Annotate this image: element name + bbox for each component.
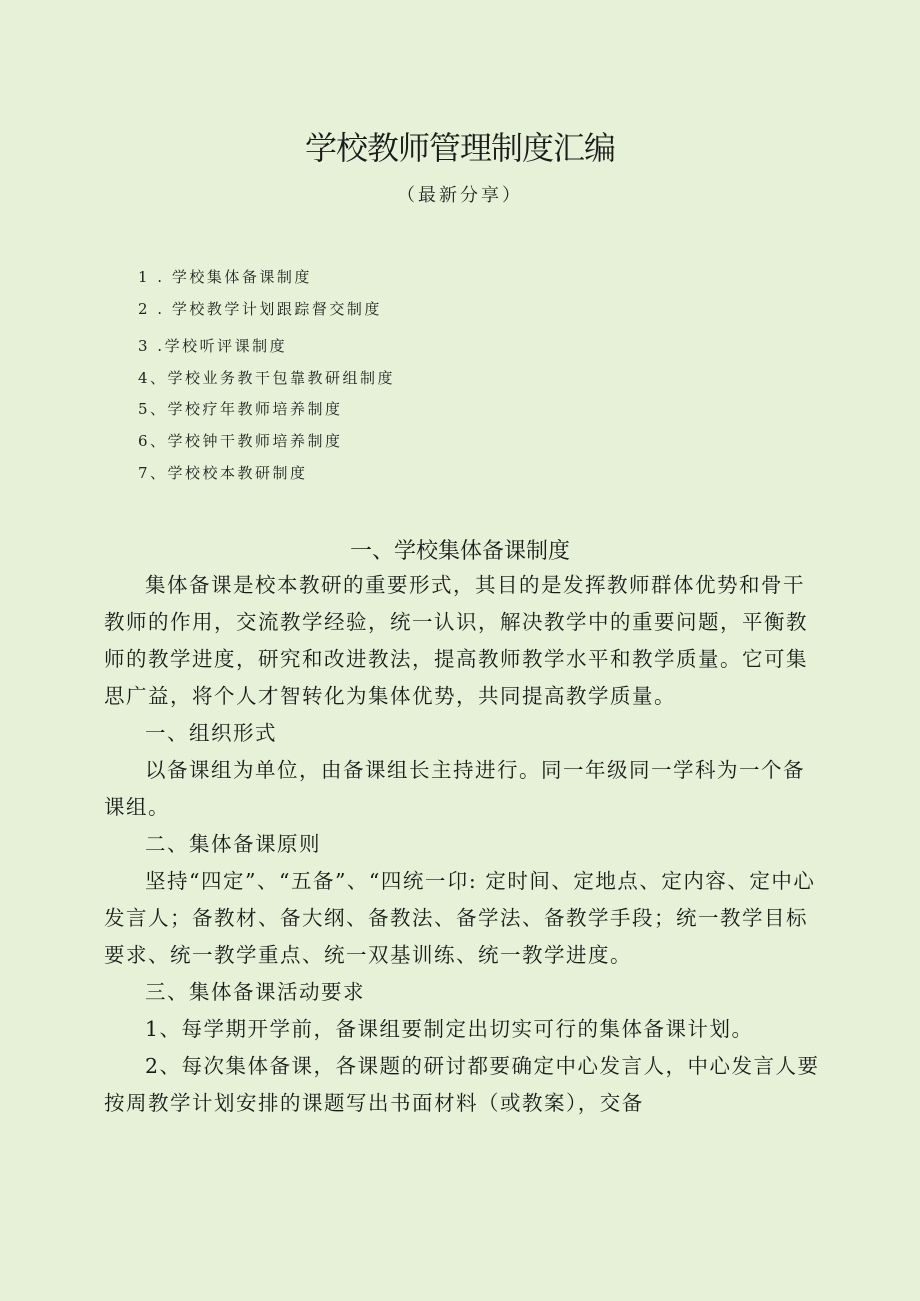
intro-paragraph: 集体备课是校本教研的重要形式，其目的是发挥教师群体优势和骨干教师的作用，交流教学经验，统一认识，解决教学中的重要问题，平衡教师的教学进度，研究和改进教法，提高教师教学水平和教学质量。它可集思广益，将个人才智转化为集体优势，共同提高教学质量。 bbox=[104, 573, 808, 708]
requirement-item: 1、每学期开学前，备课组要制定出切实可行的集体备课计划。 bbox=[145, 1017, 754, 1041]
document-title: 学校教师管理制度汇编 bbox=[304, 129, 615, 167]
toc-item: 7、学校校本教研制度 bbox=[138, 464, 308, 482]
toc-item: 1 . 学校集体备课制度 bbox=[138, 268, 312, 286]
toc-item: 6、学校钟干教师培养制度 bbox=[138, 432, 343, 450]
toc-item: 2 . 学校教学计划跟踪督交制度 bbox=[138, 300, 382, 318]
toc-item: 3 .学校听评课制度 bbox=[138, 337, 288, 355]
toc-item: 5、学校疗年教师培养制度 bbox=[138, 400, 343, 418]
toc-item: 4、学校业务教干包靠教研组制度 bbox=[138, 369, 396, 387]
heading-organization: 一、组织形式 bbox=[145, 721, 277, 745]
paragraph-organization: 以备课组为单位，由备课组长主持进行。同一年级同一学科为一个备课组。 bbox=[104, 758, 805, 819]
heading-principles: 二、集体备课原则 bbox=[145, 832, 321, 856]
heading-requirements: 三、集体备课活动要求 bbox=[145, 980, 365, 1004]
requirement-item: 2、每次集体备课，各课题的研讨都要确定中心发言人，中心发言人要按周教学计划安排的课题写出书面材料（或教案），交备 bbox=[104, 1054, 820, 1115]
paragraph-principles: 坚持“四定”、“五备”、“四统一卬: 定时间、定地点、定内容、定中心发言人；备教材、备大纲、备教法、备学法、备教学手段；统一教学目标要求、统一教学重点、统一双基训练、统一教学进度。 bbox=[104, 869, 816, 967]
section-body bbox=[104, 567, 820, 1122]
section-title: 一、学校集体备课制度 bbox=[349, 539, 570, 564]
document-subtitle: （最新分享） bbox=[397, 185, 523, 206]
